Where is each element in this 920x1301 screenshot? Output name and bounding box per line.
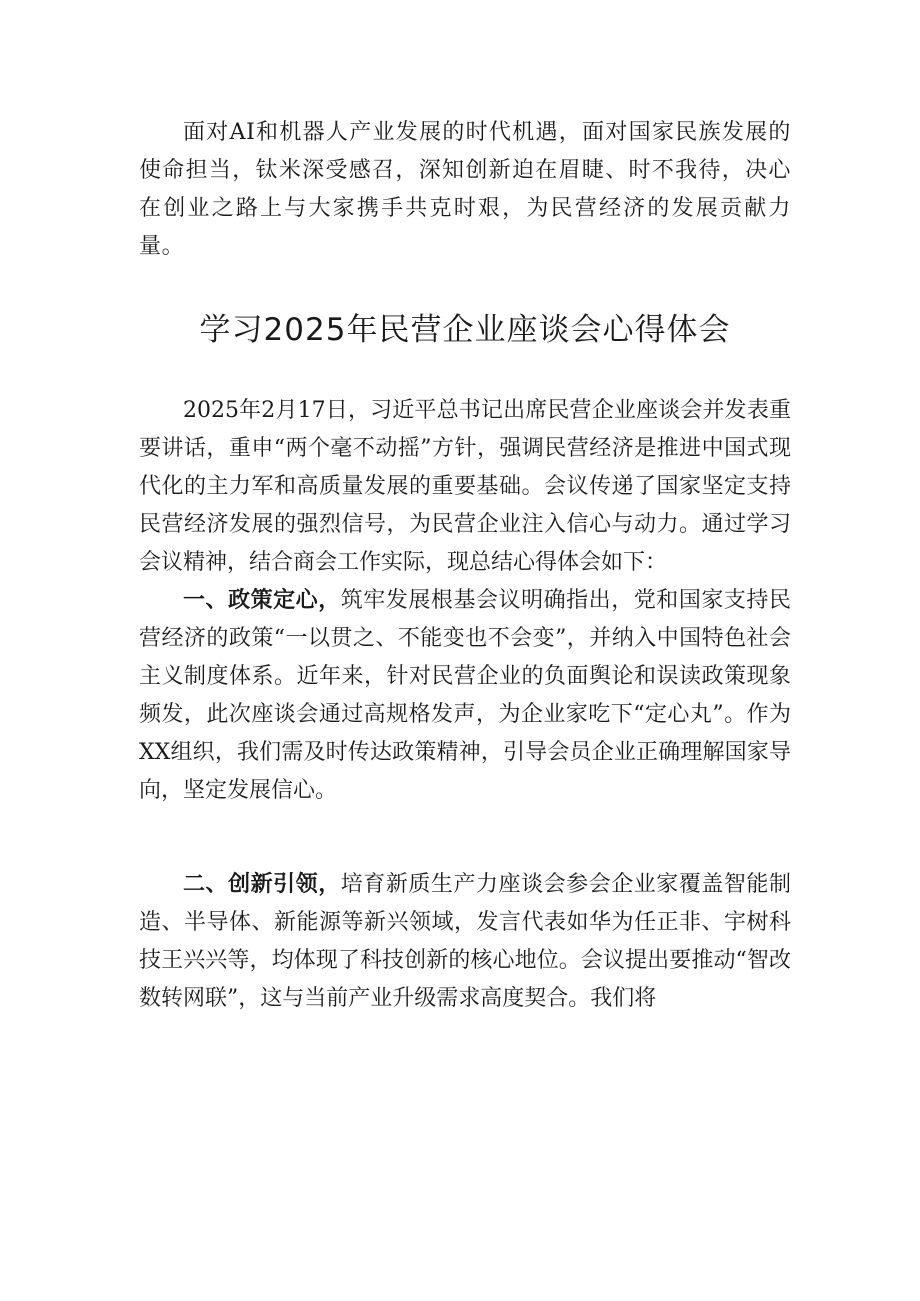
section-heading-policy: 一、政策定心， — [183, 588, 341, 613]
document-body — [139, 114, 791, 1018]
section-policy — [139, 582, 791, 810]
section-body-policy: 筑牢发展根基会议明确指出，党和国家支持民营经济的政策“一以贯之、不能变也不会变”，并纳入中国特色社会主义制度体系。近年来，针对民营企业的负面舆论和误读政策现象频发，此次座谈会通过高规格发声，为企业家吃下“定心丸”。作为XX组织，我们需及时传达政策精神，引导会员企业正确理解国家导向，坚定发展信心。 — [139, 588, 791, 803]
intro-paragraph: 面对AI和机器人产业发展的时代机遇，面对国家民族发展的使命担当，钛米深受感召，深知创新迫在眉睫、时不我待，决心在创业之路上与大家携手共克时艰，为民营经济的发展贡献力量。 — [139, 120, 791, 259]
section-innovation — [139, 866, 791, 1018]
section-body-innovation: 培育新质生产力座谈会参会企业家覆盖智能制造、半导体、新能源等新兴领域，发言代表如华为任正非、宇树科技王兴兴等，均体现了科技创新的核心地位。会议提出要推动“智改数转网联”，这与当前产业升级需求高度契合。我们将 — [139, 872, 791, 1011]
document-title: 学习2025年民营企业座谈会心得体会 — [199, 312, 731, 348]
opening-paragraph: 2025年2月17日，习近平总书记出席民营企业座谈会并发表重要讲话，重申“两个毫不动摇”方针，强调民营经济是推进中国式现代化的主力军和高质量发展的重要基础。会议传递了国家坚定支持民营经济发展的强烈信号，为民营企业注入信心与动力。通过学习会议精神，结合商会工作实际，现总结心得体会如下： — [139, 398, 791, 575]
section-heading-innovation: 二、创新引领， — [183, 872, 341, 897]
